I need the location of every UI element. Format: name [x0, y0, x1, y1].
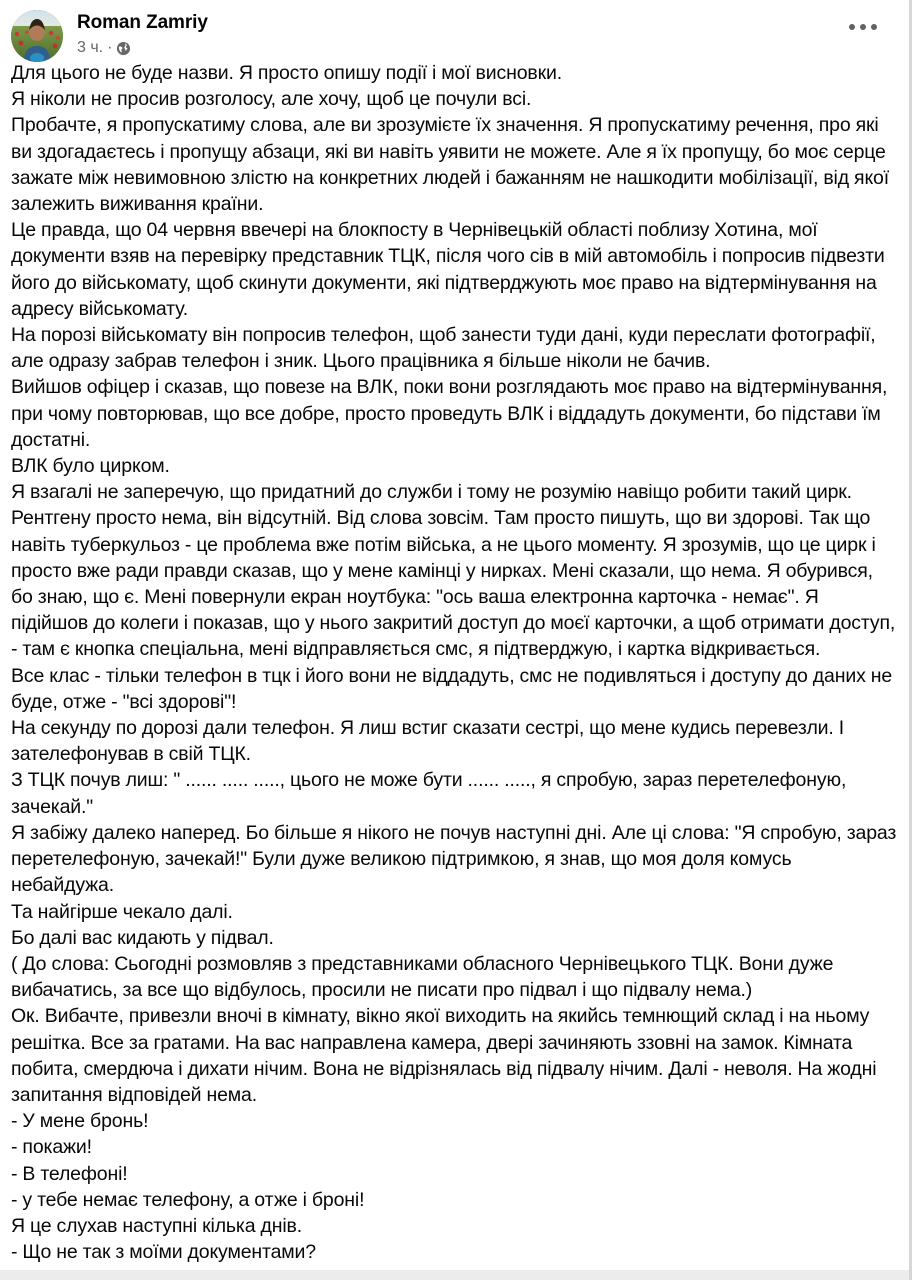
post-paragraph: На порозі військомату він попросив телефон, щоб занести туди дані, куди переслати фотографії, але одразу забрав телефон і зник. Цього працівника я більше ніколи не бачив.: [11, 324, 876, 373]
post-paragraph: Вийшов офіцер і сказав, що повезе на ВЛК, поки вони розглядають моє право на відтермінування, при чому повторював, що все добре, просто проведуть ВЛК і віддадуть документи, бо підстави їм достатні.: [11, 376, 888, 451]
post-timestamp[interactable]: 3 ч.: [77, 39, 104, 56]
post-paragraph: Та найгірше чекало далі.: [11, 900, 233, 923]
post-meta: [77, 38, 208, 58]
dot-3: [871, 24, 877, 30]
post-paragraph: Це правда, що 04 червня ввечері на блокпосту в Чернівецькій області поблизу Хотина, мої документи взяв на перевірку представник ТЦК, після чого сів в мій автомобіль і попросив підвезти його до військомату, щоб скинути документи, які підтверджують моє право на відтермінування на адресу військомату.: [11, 219, 885, 320]
post-paragraph: - У мене бронь!: [11, 1110, 149, 1133]
post-body: [0, 60, 909, 1265]
globe-icon[interactable]: [116, 41, 131, 56]
post-paragraph: - покажи!: [11, 1136, 92, 1159]
post-paragraph: Пробачте, я пропускатиму слова, але ви зрозумієте їх значення. Я пропускатиму речення, про які ви здогадаєтесь і пропущу абзаци, які ви навіть уявити не можете. Але я їх пропущу, бо моє серце зажате між невимовною злістю на конкретних людей і бажанням не нашкодити мобілізації, від якої залежить виживання країни.: [11, 114, 890, 216]
post-paragraph: - Що не так з моїми документами?: [11, 1241, 316, 1264]
post-paragraph: На секунду по дорозі дали телефон. Я лиш встиг сказати сестрі, що мене кудись перевезли. І зателефонував в свій ТЦК.: [11, 717, 845, 766]
post-paragraph: Я ніколи не просив розголосу, але хочу, щоб це почули всі.: [11, 88, 532, 111]
post-paragraph: Я взагалі не заперечую, що придатний до служби і тому не розумію навіщо робити такий цирк. Рентгену просто нема, він відсутній. Від слова зовсім. Там просто пишуть, що ви здорові. Так що навіть туберкульоз - це проблема вже потім війська, а не цього моменту. Я зрозумів, що це цирк і просто вже ради правди сказав, що у мене камінці у нирках. Мені сказали, що нема. Я обурився, бо знаю, що є. Мені повернули екран ноутбука: "ось ваша електронна карточка - немає". Я підійшов до колеги і показав, що у нього закритий доступ до моєї карточки, а щоб отримати доступ, - там є кнопка спеціальна, мені відправляється смс, я підтверджую, і картка відкривається.: [11, 481, 896, 661]
post-paragraph: Я забіжу далеко наперед. Бо більше я нікого не почув наступні дні. Але ці слова: "Я спробую, зараз перетелефоную, зачекай!" Були дуже великою підтримкою, я знав, що моя доля комусь небайдужа.: [11, 821, 897, 897]
post-paragraph: Для цього не буде назви. Я просто опишу події і мої висновки.: [11, 62, 563, 84]
post-paragraph: ( До слова: Сьогодні розмовляв з представниками обласного Чернівецького ТЦК. Вони дуже вибачатись, за все що відбулось, просили не писати про підвал і що підвалу нема.): [11, 952, 834, 1002]
post-paragraph: - В телефоні!: [11, 1162, 128, 1185]
bottom-divider: [0, 1270, 909, 1280]
author-name[interactable]: Roman Zamriy: [77, 12, 208, 33]
post-paragraph: Ок. Вибачте, привезли вночі в кімнату, вікно якої виходить на якийсь темнющий склад і на ньому решітка. Все за гратами. На вас направлена камера, двері зачиняють ззовні на замок. Кімната побита, смердюча і дихати нічим. Вона не відрізнялась від підвалу нічим. Далі - неволя. На жодні запитання відповідей нема.: [11, 1005, 877, 1106]
user-avatar-photo: [11, 10, 63, 62]
meta-separator: ·: [107, 39, 113, 56]
avatar[interactable]: [11, 10, 63, 62]
post-header-text: [77, 8, 208, 58]
post-paragraph: - у тебе немає телефону, а отже і броні!: [11, 1188, 365, 1211]
dot-2: [860, 24, 866, 30]
more-options-icon[interactable]: [849, 24, 877, 30]
post-paragraph: Бо далі вас кидають у підвал.: [11, 926, 274, 949]
post-paragraph: З ТЦК почув лиш: " ...... ..... ....., цього не може бути ...... ....., я спробую, зараз перетелефоную, зачекай.": [11, 769, 847, 818]
dot-1: [849, 24, 855, 30]
post-header: [0, 0, 909, 60]
post-paragraph: Все клас - тільки телефон в тцк і його вони не віддадуть, смс не подивляться і доступу до даних не буде, отже - "всі здорові"!: [11, 664, 893, 713]
post-paragraph: ВЛК було цирком.: [11, 455, 170, 478]
post-paragraph: Я це слухав наступні кілька днів.: [11, 1214, 303, 1237]
